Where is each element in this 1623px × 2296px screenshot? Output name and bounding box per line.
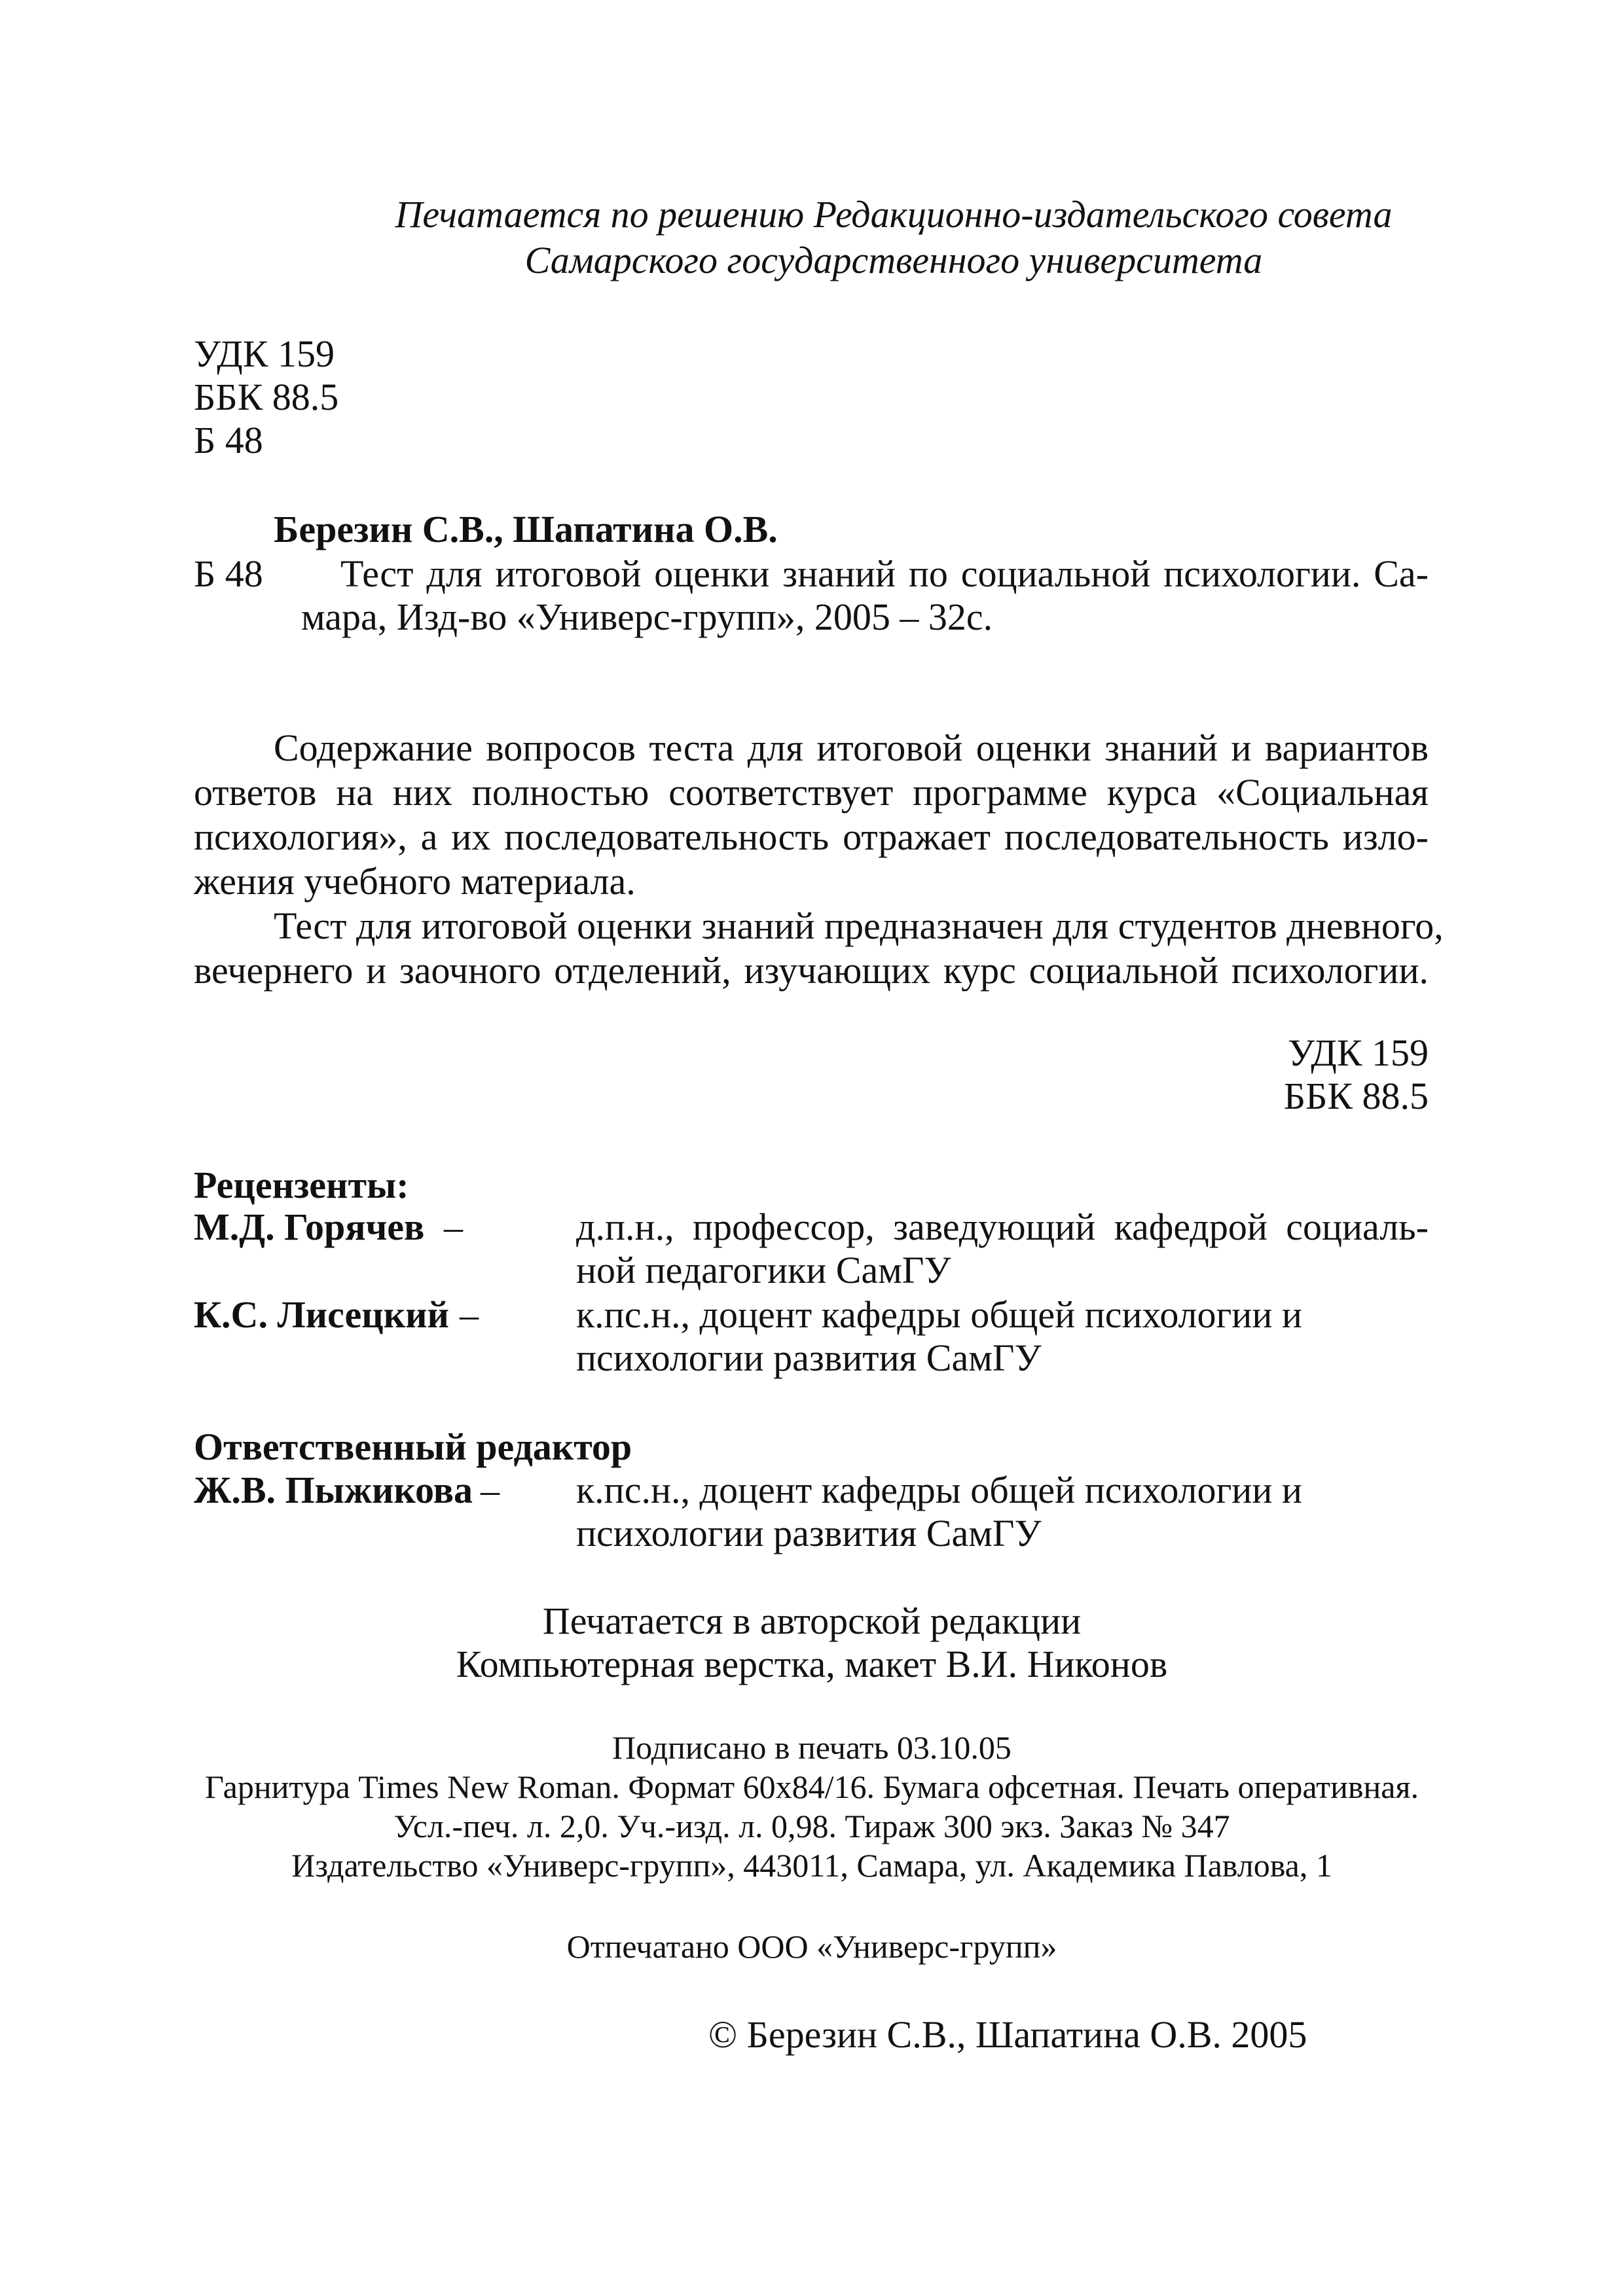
imprint-line-1: Подписано в печать 03.10.05 [612, 1729, 1012, 1766]
copyright: © Березин С.В., Шапатина О.В. 2005 [708, 2013, 1307, 2056]
abstract-p1-line-2: ответов на них полностью соответствует программе курса «Социальная [194, 771, 1429, 814]
reviewer-2-name: К.С. Лисецкий [194, 1293, 449, 1336]
editor-heading: Ответственный редактор [194, 1426, 632, 1468]
editor-desc-line-1: к.пс.н., доцент кафедры общей психологии и [576, 1469, 1302, 1511]
header-line-2: Самарского государственного университета [524, 239, 1263, 281]
reviewer-1-dash: – [444, 1206, 463, 1248]
imprint-line-4: Издательство «Универс-групп», 443011, Самара, ул. Академика Павлова, 1 [291, 1847, 1332, 1884]
reviewer-2-desc-line-2: психологии развития СамГУ [576, 1336, 1042, 1379]
editor-dash: – [481, 1469, 500, 1511]
abstract-p2-line-1: Тест для итоговой оценки знаний предназначен для студентов дневного, [274, 905, 1444, 947]
bib-mark: Б 48 [194, 552, 263, 595]
reviewer-2-dash: – [460, 1293, 479, 1336]
edition-note-1: Печатается в авторской редакции [542, 1600, 1082, 1642]
bbk-code-right: ББК 88.5 [1283, 1075, 1429, 1117]
reviewer-1-desc-line-1: д.п.н., профессор, заведующий кафедрой социаль- [576, 1206, 1429, 1248]
abstract-p1-line-3: психология», а их последовательность отражает последовательность изло- [194, 816, 1429, 858]
header-line-1: Печатается по решению Редакционно-издательского совета [395, 193, 1393, 236]
reviewers-heading: Рецензенты: [194, 1164, 409, 1206]
udk-code: УДК 159 [194, 332, 335, 375]
editor-desc-line-2: психологии развития СамГУ [576, 1512, 1042, 1554]
editor-name: Ж.В. Пыжикова [194, 1469, 473, 1511]
abstract-p1-line-1: Содержание вопросов теста для итоговой оценки знаний и вариантов [274, 726, 1429, 769]
reviewer-2-desc-line-1: к.пс.н., доцент кафедры общей психологии и [576, 1293, 1302, 1336]
author-mark: Б 48 [194, 419, 263, 461]
imprint-line-2: Гарнитура Times New Roman. Формат 60x84/16. Бумага офсетная. Печать оперативная. [205, 1768, 1419, 1805]
reviewer-1-name: М.Д. Горячев [194, 1206, 425, 1248]
authors: Березин С.В., Шапатина О.В. [274, 508, 778, 550]
book-title-line-2: мара, Изд-во «Универс-групп», 2005 – 32с. [301, 596, 993, 638]
abstract-p1-line-4: жения учебного материала. [194, 860, 636, 903]
book-title-line-1: Тест для итоговой оценки знаний по социальной психологии. Са- [340, 552, 1429, 595]
imprint-line-3: Усл.-печ. л. 2,0. Уч.-изд. л. 0,98. Тираж 300 экз. Заказ № 347 [393, 1808, 1230, 1844]
udk-code-right: УДК 159 [1288, 1031, 1429, 1074]
printed-by: Отпечатано ООО «Универс-групп» [566, 1928, 1057, 1965]
abstract-p2-line-2: вечернего и заочного отделений, изучающих курс социальной психологии. [194, 949, 1429, 992]
reviewer-1-desc-line-2: ной педагогики СамГУ [576, 1249, 951, 1291]
edition-note-2: Компьютерная верстка, макет В.И. Никонов [456, 1643, 1168, 1685]
bbk-code: ББК 88.5 [194, 376, 339, 418]
